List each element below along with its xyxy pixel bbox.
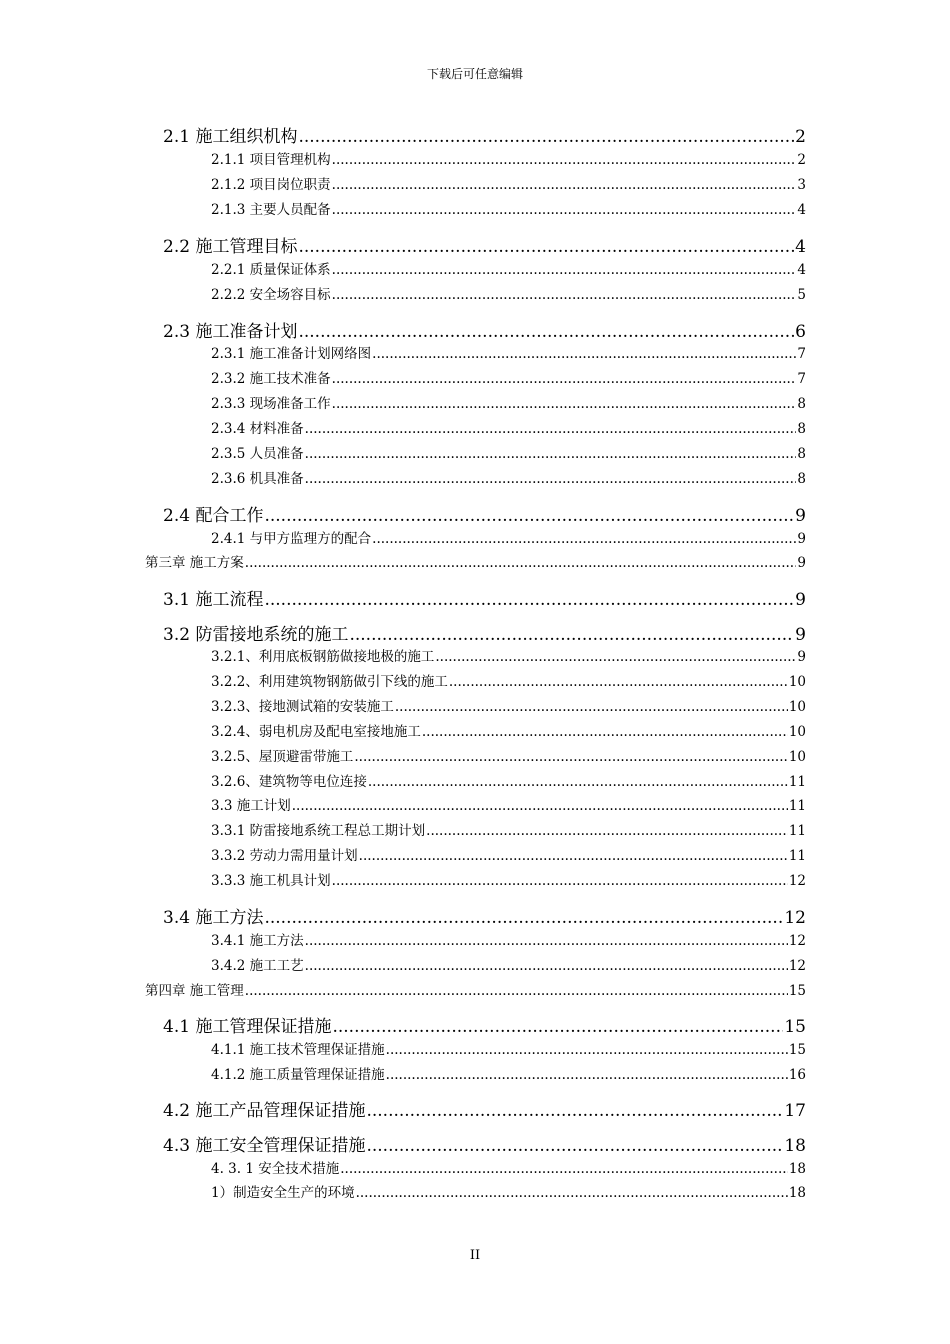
toc-entry-title: 第三章 施工方案 bbox=[145, 555, 244, 571]
toc-entry-page-number: 8 bbox=[797, 396, 806, 412]
toc-entry-page-number: 15 bbox=[788, 983, 806, 999]
toc-entry-page-number: 8 bbox=[797, 421, 806, 437]
toc-entry-page-number: 10 bbox=[788, 724, 806, 740]
dot-leader bbox=[395, 698, 788, 716]
page-number: II bbox=[469, 1248, 481, 1263]
toc-entry-page-number: 15 bbox=[784, 1017, 806, 1037]
toc-entry-level-1[interactable] bbox=[145, 982, 806, 1000]
toc-entry-page-number: 11 bbox=[788, 774, 806, 790]
toc-entry-page-number: 5 bbox=[797, 287, 806, 303]
toc-entry-title: 3.3.1 防雷接地系统工程总工期计划 bbox=[211, 823, 426, 839]
dot-leader bbox=[349, 624, 794, 646]
page-header: 下载后可任意编辑 bbox=[426, 67, 523, 81]
toc-entry-level-3[interactable] bbox=[211, 261, 806, 279]
toc-entry-level-2[interactable] bbox=[163, 1135, 806, 1157]
toc-entry-title: 3.2.4、弱电机房及配电室接地施工 bbox=[211, 724, 421, 740]
toc-entry-page-number: 12 bbox=[788, 933, 806, 949]
toc-entry-page-number: 17 bbox=[784, 1101, 806, 1121]
toc-entry-title: 第四章 施工管理 bbox=[145, 983, 244, 999]
toc-entry-title: 3.4.2 施工工艺 bbox=[211, 958, 304, 974]
toc-entry-title: 2.4.1 与甲方监理方的配合 bbox=[211, 531, 372, 547]
toc-entry-title: 2.4 配合工作 bbox=[163, 506, 264, 526]
toc-entry-title: 2.2.2 安全场容目标 bbox=[211, 287, 331, 303]
toc-entry-title: 3.2 防雷接地系统的施工 bbox=[163, 625, 349, 645]
dot-leader bbox=[332, 370, 797, 388]
toc-entry-level-2[interactable] bbox=[163, 505, 806, 527]
toc-entry-level-2[interactable] bbox=[163, 624, 806, 646]
toc-entry-page-number: 9 bbox=[797, 531, 806, 547]
dot-leader bbox=[332, 261, 797, 279]
toc-entry-page-number: 10 bbox=[788, 699, 806, 715]
toc-entry-level-2[interactable] bbox=[163, 907, 806, 929]
dot-leader bbox=[435, 648, 796, 666]
toc-entry-page-number: 16 bbox=[788, 1067, 806, 1083]
toc-entry-page-number: 11 bbox=[788, 848, 806, 864]
toc-entry-page-number: 15 bbox=[788, 1042, 806, 1058]
toc-entry-level-2[interactable] bbox=[163, 321, 806, 343]
toc-entry-level-1[interactable] bbox=[145, 554, 806, 572]
dot-leader bbox=[332, 201, 797, 219]
dot-leader bbox=[292, 797, 788, 815]
toc-entry-level-3[interactable] bbox=[211, 370, 806, 388]
toc-entry-title: 1）制造安全生产的环境 bbox=[211, 1185, 355, 1201]
dot-leader bbox=[356, 1184, 788, 1202]
toc-entry-level-3[interactable] bbox=[211, 445, 806, 463]
toc-entry-title: 2.3.1 施工准备计划网络图 bbox=[211, 346, 372, 362]
toc-entry-level-3[interactable] bbox=[211, 1066, 806, 1084]
dot-leader bbox=[386, 1041, 788, 1059]
dot-leader bbox=[372, 345, 796, 363]
dot-leader bbox=[245, 554, 797, 572]
toc-entry-title: 2.1.1 项目管理机构 bbox=[211, 152, 331, 168]
toc-entry-title: 3.2.5、屋顶避雷带施工 bbox=[211, 749, 354, 765]
toc-entry-page-number: 10 bbox=[788, 674, 806, 690]
dot-leader bbox=[366, 1135, 783, 1157]
toc-entry-level-3[interactable] bbox=[211, 698, 806, 716]
toc-entry-level-3[interactable] bbox=[211, 872, 806, 890]
toc-entry-page-number: 3 bbox=[797, 177, 806, 193]
toc-entry-page-number: 12 bbox=[784, 908, 806, 928]
dot-leader bbox=[354, 748, 787, 766]
dot-leader bbox=[332, 1016, 783, 1038]
toc-entry-page-number: 8 bbox=[797, 446, 806, 462]
toc-entry-title: 2.3 施工准备计划 bbox=[163, 322, 298, 342]
dot-leader bbox=[298, 236, 794, 258]
toc-entry-title: 2.1 施工组织机构 bbox=[163, 127, 298, 147]
toc-entry-level-3[interactable] bbox=[211, 773, 806, 791]
toc-entry-title: 2.3.4 材料准备 bbox=[211, 421, 304, 437]
toc-entry-level-3[interactable] bbox=[211, 420, 806, 438]
toc-entry-page-number: 12 bbox=[788, 958, 806, 974]
dot-leader bbox=[449, 673, 788, 691]
toc-entry-title: 3.2.2、利用建筑物钢筋做引下线的施工 bbox=[211, 674, 448, 690]
toc-entry-page-number: 9 bbox=[797, 555, 806, 571]
toc-entry-title: 2.2 施工管理目标 bbox=[163, 237, 298, 257]
toc-entry-page-number: 4 bbox=[797, 262, 806, 278]
toc-entry-level-2[interactable] bbox=[163, 126, 806, 148]
dot-leader bbox=[366, 1100, 783, 1122]
toc-entry-page-number: 9 bbox=[797, 649, 806, 665]
dot-leader bbox=[359, 847, 788, 865]
toc-entry-page-number: 9 bbox=[795, 506, 806, 526]
toc-entry-title: 3.3 施工计划 bbox=[211, 798, 291, 814]
dot-leader bbox=[305, 470, 797, 488]
toc-entry-title: 3.4 施工方法 bbox=[163, 908, 264, 928]
toc-entry-title: 4.1.2 施工质量管理保证措施 bbox=[211, 1067, 385, 1083]
toc-entry-title: 4.2 施工产品管理保证措施 bbox=[163, 1101, 366, 1121]
dot-leader bbox=[340, 1160, 788, 1178]
toc-entry-level-3[interactable] bbox=[211, 822, 806, 840]
toc-entry-title: 2.3.2 施工技术准备 bbox=[211, 371, 331, 387]
toc-entry-level-3[interactable] bbox=[211, 345, 806, 363]
toc-entry-page-number: 18 bbox=[788, 1161, 806, 1177]
toc-entry-page-number: 9 bbox=[795, 590, 806, 610]
toc-entry-page-number: 18 bbox=[788, 1185, 806, 1201]
toc-entry-title: 3.2.1、利用底板钢筋做接地极的施工 bbox=[211, 649, 435, 665]
toc-entry-level-3[interactable] bbox=[211, 151, 806, 169]
dot-leader bbox=[264, 589, 794, 611]
dot-leader bbox=[298, 126, 794, 148]
toc-entry-title: 2.1.2 项目岗位职责 bbox=[211, 177, 331, 193]
dot-leader bbox=[372, 530, 796, 548]
toc-entry-page-number: 4 bbox=[795, 237, 806, 257]
toc-entry-level-3[interactable] bbox=[211, 395, 806, 413]
toc-entry-title: 2.3.3 现场准备工作 bbox=[211, 396, 331, 412]
toc-entry-page-number: 18 bbox=[784, 1136, 806, 1156]
toc-entry-page-number: 10 bbox=[788, 749, 806, 765]
dot-leader bbox=[305, 445, 797, 463]
toc-entry-title: 4.1.1 施工技术管理保证措施 bbox=[211, 1042, 385, 1058]
dot-leader bbox=[332, 176, 797, 194]
dot-leader bbox=[264, 907, 783, 929]
toc-entry-level-3[interactable] bbox=[211, 1160, 806, 1178]
toc-entry-page-number: 7 bbox=[797, 371, 806, 387]
dot-leader bbox=[426, 822, 788, 840]
dot-leader bbox=[332, 286, 797, 304]
dot-leader bbox=[368, 773, 788, 791]
toc-entry-title: 4.1 施工管理保证措施 bbox=[163, 1017, 332, 1037]
toc-entry-title: 3.2.3、接地测试箱的安装施工 bbox=[211, 699, 394, 715]
toc-entry-page-number: 8 bbox=[797, 471, 806, 487]
toc-entry-page-number: 6 bbox=[795, 322, 806, 342]
toc-entry-page-number: 7 bbox=[797, 346, 806, 362]
toc-entry-title: 3.3.3 施工机具计划 bbox=[211, 873, 331, 889]
toc-entry-level-3[interactable] bbox=[211, 748, 806, 766]
dot-leader bbox=[305, 420, 797, 438]
dot-leader bbox=[332, 872, 788, 890]
toc-entry-page-number: 11 bbox=[788, 798, 806, 814]
toc-entry-title: 3.2.6、建筑物等电位连接 bbox=[211, 774, 367, 790]
toc-entry-page-number: 2 bbox=[797, 152, 806, 168]
dot-leader bbox=[245, 982, 788, 1000]
toc-entry-title: 2.1.3 主要人员配备 bbox=[211, 202, 331, 218]
toc-entry-title: 2.3.6 机具准备 bbox=[211, 471, 304, 487]
toc-entry-level-3[interactable] bbox=[211, 932, 806, 950]
dot-leader bbox=[298, 321, 794, 343]
toc-entry-level-3[interactable] bbox=[211, 1184, 806, 1202]
dot-leader bbox=[305, 932, 788, 950]
toc-entry-level-3[interactable] bbox=[211, 1041, 806, 1059]
toc-entry-page-number: 9 bbox=[795, 625, 806, 645]
dot-leader bbox=[305, 957, 788, 975]
toc-entry-page-number: 4 bbox=[797, 202, 806, 218]
dot-leader bbox=[422, 723, 788, 741]
toc-entry-title: 4.3 施工安全管理保证措施 bbox=[163, 1136, 366, 1156]
toc-entry-level-2[interactable] bbox=[163, 1016, 806, 1038]
toc-entry-level-2[interactable] bbox=[163, 1100, 806, 1122]
dot-leader bbox=[332, 151, 797, 169]
toc-entry-level-3[interactable] bbox=[211, 201, 806, 219]
toc-entry-level-2[interactable] bbox=[163, 589, 806, 611]
toc-entry-page-number: 11 bbox=[788, 823, 806, 839]
toc-entry-level-3[interactable] bbox=[211, 648, 806, 666]
toc-entry-level-3[interactable] bbox=[211, 957, 806, 975]
toc-entry-title: 2.3.5 人员准备 bbox=[211, 446, 304, 462]
toc-entry-level-3[interactable] bbox=[211, 530, 806, 548]
toc-entry-level-3[interactable] bbox=[211, 286, 806, 304]
toc-entry-page-number: 2 bbox=[795, 127, 806, 147]
toc-entry-level-3[interactable] bbox=[211, 847, 806, 865]
toc-entry-page-number: 12 bbox=[788, 873, 806, 889]
toc-entry-title: 2.2.1 质量保证体系 bbox=[211, 262, 331, 278]
toc-entry-title: 4. 3. 1 安全技术措施 bbox=[211, 1161, 340, 1177]
toc-entry-title: 3.4.1 施工方法 bbox=[211, 933, 304, 949]
toc-entry-level-2[interactable] bbox=[163, 236, 806, 258]
dot-leader bbox=[264, 505, 794, 527]
dot-leader bbox=[332, 395, 797, 413]
toc-entry-level-3[interactable] bbox=[211, 797, 806, 815]
toc-entry-level-3[interactable] bbox=[211, 673, 806, 691]
dot-leader bbox=[386, 1066, 788, 1084]
toc-entry-title: 3.3.2 劳动力需用量计划 bbox=[211, 848, 358, 864]
toc-entry-level-3[interactable] bbox=[211, 723, 806, 741]
toc-entry-level-3[interactable] bbox=[211, 470, 806, 488]
toc-entry-level-3[interactable] bbox=[211, 176, 806, 194]
toc-entry-title: 3.1 施工流程 bbox=[163, 590, 264, 610]
